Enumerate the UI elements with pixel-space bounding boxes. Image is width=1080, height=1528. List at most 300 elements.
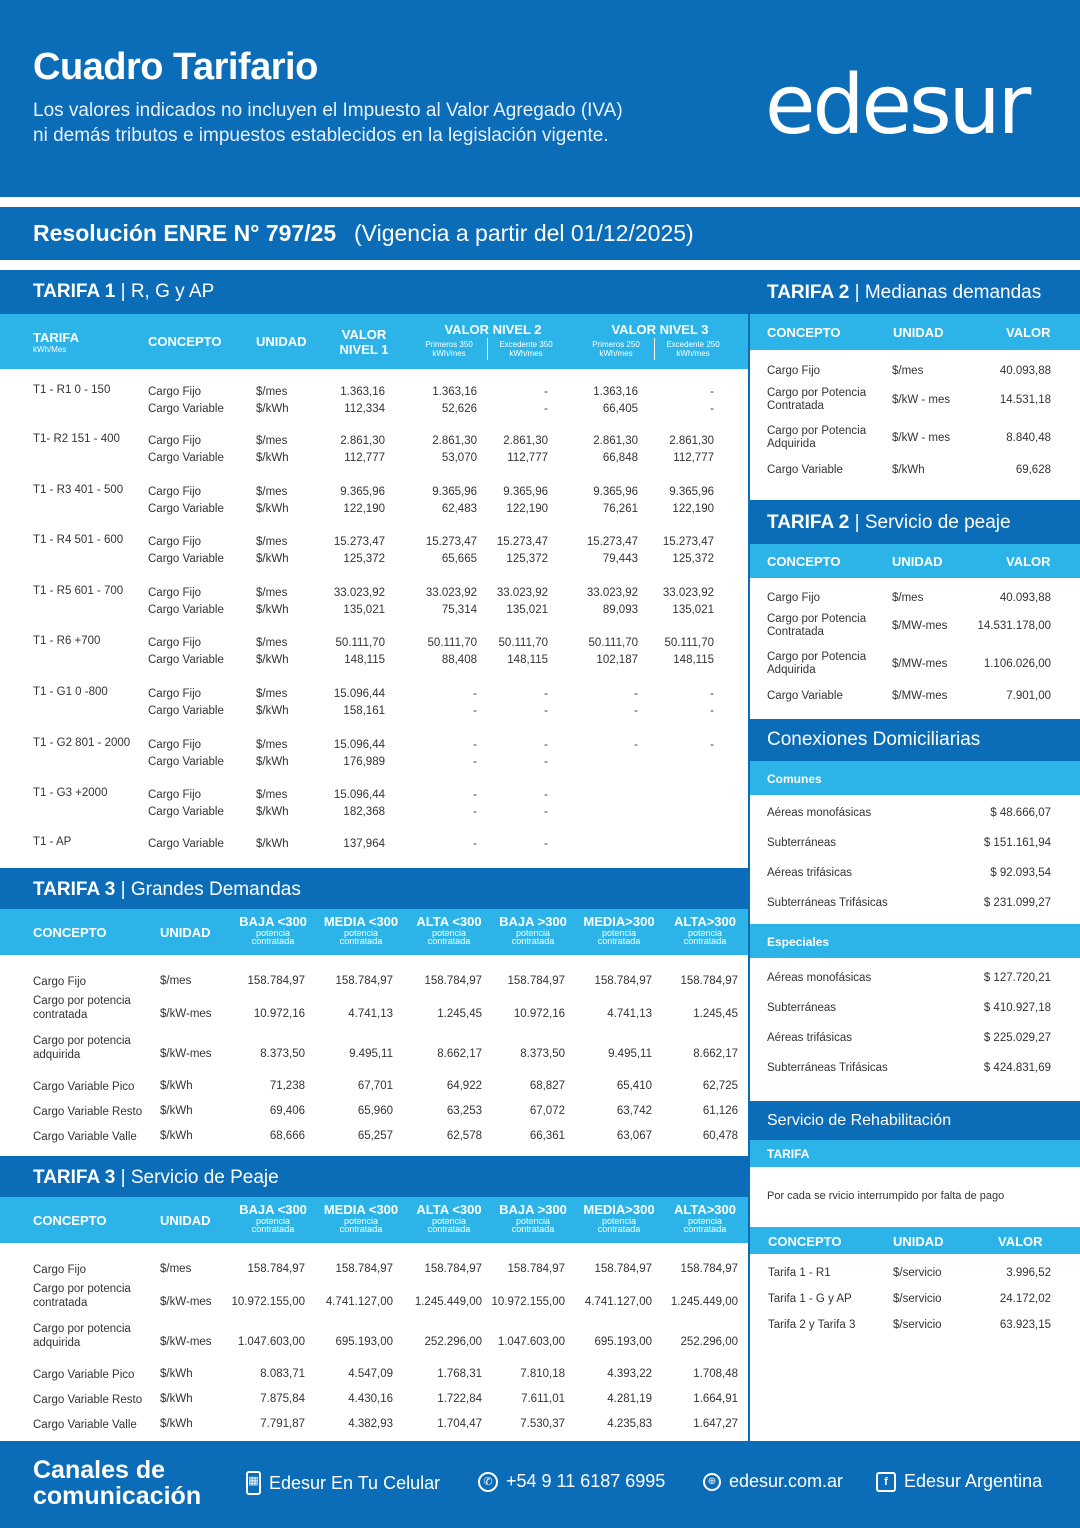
app-link[interactable] <box>246 1471 440 1495</box>
cell-valor: 1.704,47 <box>437 1418 482 1430</box>
cell-concepto: Cargo Variable <box>148 452 224 464</box>
footer-title-line-1: Canales de <box>33 1456 166 1484</box>
col-label: MEDIA>300 <box>583 914 655 929</box>
resolucion-vigencia: (Vigencia a partir del 01/12/2025) <box>354 220 694 246</box>
cell-concepto: Cargo Fijo <box>148 536 202 548</box>
cell-nivel-2-excedente: 33.023,92 <box>496 587 548 599</box>
cell-concepto: Cargo Fijo <box>33 976 87 988</box>
col-nivel-2-primeros-label: Primeros 350 kWh/mes <box>425 340 473 358</box>
tarifa-3-grandes-column-header <box>0 909 748 955</box>
cell-valor-nivel-1: 50.111,70 <box>335 637 385 649</box>
col-unidad: UNIDAD <box>256 334 307 349</box>
cell-valor: 158.784,97 <box>335 1263 393 1275</box>
cell-concepto: Cargo Variable <box>148 654 224 666</box>
especiales-label: Especiales <box>767 935 830 949</box>
cell-valor: 4.235,83 <box>607 1418 652 1430</box>
cell-unidad: $/kWh <box>256 503 289 515</box>
tarifa-2-medianas-subtitle: | Medianas demandas <box>849 282 1042 303</box>
cell-unidad: $/mes <box>256 386 288 398</box>
cell-nivel-3-excedente: 50.111,70 <box>664 637 714 649</box>
cell-valor: 14.531.178,00 <box>977 620 1051 632</box>
cell-valor: 7.875,84 <box>260 1393 305 1405</box>
cell-unidad: $/kWh <box>256 756 289 768</box>
cell-nivel-2-primeros: 53,070 <box>441 452 477 464</box>
col-valor-nivel-2: VALOR NIVEL 2 <box>444 322 542 337</box>
cell-valor: 158.784,97 <box>424 975 482 987</box>
cell-valor-nivel-1: 33.023,92 <box>333 587 385 599</box>
cell-unidad: $/kW-mes <box>160 1336 212 1348</box>
rehab-column-header <box>750 1227 1080 1254</box>
cell-valor: 4.430,16 <box>348 1393 393 1405</box>
cell-tipo: Subterráneas Trifásicas <box>767 1062 888 1074</box>
cell-valor-nivel-1: 112,334 <box>344 403 385 415</box>
cell-valor: 158.784,97 <box>507 1263 565 1275</box>
cell-concepto: Cargo Variable Pico <box>33 1369 135 1381</box>
cell-concepto: Cargo por potencia adquirida <box>33 1035 131 1061</box>
col-nivel-3-primeros-label: Primeros 250 kWh/mes <box>592 340 640 358</box>
col-sublabel: potencia contratada <box>427 928 471 946</box>
col-sublabel: potencia contratada <box>597 928 641 946</box>
tarifa-2-peaje-header <box>750 500 1080 544</box>
col-unidad: UNIDAD <box>160 1213 211 1228</box>
cell-unidad: $/servicio <box>893 1267 942 1279</box>
cell-valor-nivel-1: 112,777 <box>344 452 385 464</box>
cell-unidad: $/kWh <box>892 464 925 476</box>
cell-unidad: $/kWh <box>160 1418 193 1430</box>
cell-valor: 65,410 <box>616 1080 652 1092</box>
cell-valor: $ 92.093,54 <box>990 867 1051 879</box>
cell-unidad: $/kWh <box>256 705 289 717</box>
cell-valor: 1.245.449,00 <box>670 1296 738 1308</box>
edesur-logo: edesur <box>765 58 1029 153</box>
cell-unidad: $/mes <box>256 486 288 498</box>
cell-unidad: $/MW-mes <box>892 690 948 702</box>
cell-tipo: Aéreas monofásicas <box>767 972 872 984</box>
cell-nivel-3-excedente: 33.023,92 <box>662 587 714 599</box>
cell-nivel-2-excedente: - <box>544 739 548 751</box>
cell-concepto: Cargo Fijo <box>767 365 821 377</box>
cell-valor: 40.093,88 <box>999 592 1051 604</box>
cell-valor-nivel-1: 1.363,16 <box>340 386 385 398</box>
cell-nivel-2-primeros: - <box>473 705 477 717</box>
cell-valor: 1.708,48 <box>693 1368 738 1380</box>
tarifa-label: T1 - G1 0 -800 <box>33 686 108 698</box>
cell-valor: 69,628 <box>1015 464 1051 476</box>
cell-concepto: Cargo Variable <box>148 403 224 415</box>
cell-nivel-2-excedente: 135,021 <box>506 604 548 616</box>
tarifa-3-grandes-subtitle: | Grandes Demandas <box>115 879 301 900</box>
cell-concepto: Cargo por potencia adquirida <box>33 1323 131 1349</box>
cell-valor: $ 424.831,69 <box>983 1062 1051 1074</box>
cell-valor: 8.840,48 <box>1006 432 1051 444</box>
cell-valor-nivel-1: 15.096,44 <box>333 739 385 751</box>
col-label: ALTA>300 <box>673 1202 736 1217</box>
cell-concepto: Cargo Variable Valle <box>33 1131 137 1143</box>
cell-nivel-2-primeros: 75,314 <box>441 604 477 616</box>
cell-unidad: $/kWh <box>160 1130 193 1142</box>
col-concepto: CONCEPTO <box>768 1234 842 1249</box>
cell-valor-nivel-1: 15.273,47 <box>333 536 385 548</box>
tarifa-label: T1 - R6 +700 <box>33 635 101 647</box>
cell-nivel-2-excedente: 112,777 <box>507 452 548 464</box>
cell-valor: 4.741.127,00 <box>584 1296 652 1308</box>
cell-unidad: $/mes <box>256 789 288 801</box>
cell-concepto: Cargo Variable <box>148 705 224 717</box>
tarifa-3-peaje-title: TARIFA 3 <box>33 1167 116 1188</box>
col-sublabel: potencia contratada <box>339 928 383 946</box>
cell-valor: 62,578 <box>446 1130 482 1142</box>
divider <box>0 197 1080 207</box>
cell-concepto: Cargo Fijo <box>33 1264 87 1276</box>
cell-unidad: $/kWh <box>256 403 289 415</box>
cell-nivel-3-primeros: 33.023,92 <box>586 587 638 599</box>
web-link[interactable] <box>703 1471 843 1492</box>
cell-concepto: Cargo Variable <box>148 838 224 850</box>
footer-title-line-2: comunicación <box>33 1482 202 1510</box>
divider <box>0 260 1080 270</box>
col-baja-300 <box>228 915 318 945</box>
col-label: ALTA <300 <box>416 914 482 929</box>
cell-valor: 1.106.026,00 <box>983 658 1051 670</box>
col-label: BAJA <300 <box>239 1202 307 1217</box>
cell-unidad: $/MW-mes <box>892 658 948 670</box>
cell-valor-nivel-1: 135,021 <box>343 604 385 616</box>
col-sublabel: potencia contratada <box>597 1216 641 1234</box>
cell-valor: $ 225.029,27 <box>983 1032 1051 1044</box>
cell-nivel-2-excedente: 125,372 <box>506 553 548 565</box>
cell-nivel-2-primeros: 50.111,70 <box>427 637 477 649</box>
cell-valor: 8.083,71 <box>260 1368 305 1380</box>
cell-tipo: Aéreas monofásicas <box>767 807 872 819</box>
cell-nivel-2-primeros: - <box>473 756 477 768</box>
col-sublabel: potencia contratada <box>251 1216 295 1234</box>
cell-concepto: Cargo Variable Resto <box>33 1106 143 1118</box>
cell-nivel-2-excedente: 9.365,96 <box>503 486 548 498</box>
col-label: ALTA>300 <box>673 914 736 929</box>
col-nivel-3-excedente-label: Excedente 250 kWh/mes <box>666 340 720 358</box>
cell-nivel-3-primeros: 79,443 <box>602 553 638 565</box>
col-media-300 <box>316 1203 406 1233</box>
tarifa-label: T1 - R1 0 - 150 <box>33 384 111 396</box>
mobile-phone-icon: ▦ <box>246 1471 261 1495</box>
col-unidad: UNIDAD <box>892 554 943 569</box>
cell-valor: 63.923,15 <box>999 1319 1051 1331</box>
cell-nivel-3-excedente: - <box>710 688 714 700</box>
col-concepto: CONCEPTO <box>33 925 107 940</box>
cell-nivel-2-primeros: - <box>473 739 477 751</box>
cell-unidad: $/mes <box>892 365 924 377</box>
cell-nivel-3-excedente: - <box>710 705 714 717</box>
cell-concepto: Cargo Variable <box>148 604 224 616</box>
cell-unidad: $/kWh <box>256 553 289 565</box>
cell-concepto: Cargo Variable Valle <box>33 1419 137 1431</box>
cell-concepto: Cargo Variable <box>148 806 224 818</box>
cell-nivel-3-primeros: 15.273,47 <box>586 536 638 548</box>
cell-valor-nivel-1: 2.861,30 <box>340 435 385 447</box>
col-sublabel: potencia contratada <box>511 1216 555 1234</box>
comunes-header <box>750 761 1080 795</box>
cell-nivel-3-excedente: 122,190 <box>672 503 714 515</box>
col-label: MEDIA <300 <box>323 1202 399 1217</box>
cell-valor: 7.901,00 <box>1006 690 1051 702</box>
facebook-link-label: Edesur Argentina <box>904 1471 1043 1491</box>
col-label: MEDIA>300 <box>583 1202 655 1217</box>
cell-unidad: $/servicio <box>893 1293 942 1305</box>
cell-valor: 71,238 <box>269 1080 305 1092</box>
cell-concepto: Cargo por Potencia Adquirida <box>767 651 867 676</box>
tarifa-2-peaje-column-header <box>750 544 1080 578</box>
subtitle-line-1: Los valores indicados no incluyen el Impuesto al Valor Agregado (IVA) <box>33 100 623 121</box>
cell-unidad: $/MW-mes <box>892 620 948 632</box>
rehab-tarifa-header <box>750 1140 1080 1167</box>
cell-nivel-2-primeros: 2.861,30 <box>432 435 477 447</box>
cell-concepto: Cargo Variable Resto <box>33 1394 143 1406</box>
cell-valor: 1.245,45 <box>693 1008 738 1020</box>
cell-nivel-3-excedente: 125,372 <box>672 553 714 565</box>
cell-valor: 4.382,93 <box>348 1418 393 1430</box>
tarifa-2-peaje-title: TARIFA 2 <box>767 512 850 533</box>
col-media-300 <box>316 915 406 945</box>
cell-valor-nivel-1: 15.096,44 <box>333 789 385 801</box>
cell-valor-nivel-1: 176,989 <box>343 756 385 768</box>
cell-concepto: Cargo Fijo <box>148 386 202 398</box>
cell-nivel-2-excedente: - <box>544 705 548 717</box>
tarifa-1-title: TARIFA 1 <box>33 281 116 302</box>
cell-concepto: Cargo por Potencia Contratada <box>767 613 867 638</box>
cell-nivel-2-primeros: 15.273,47 <box>425 536 477 548</box>
cell-nivel-2-excedente: - <box>544 838 548 850</box>
cell-valor: 1.647,27 <box>693 1418 738 1430</box>
cell-valor: $ 127.720,21 <box>983 972 1051 984</box>
resolucion-name: Resolución ENRE N° 797/25 <box>33 220 337 246</box>
cell-unidad: $/kWh <box>256 654 289 666</box>
cell-valor: 63,067 <box>616 1130 652 1142</box>
col-alta-300 <box>404 915 494 945</box>
col-sublabel: potencia contratada <box>683 1216 727 1234</box>
cell-valor: 8.662,17 <box>693 1048 738 1060</box>
tarifa-label: T1 - AP <box>33 836 72 848</box>
col-separator <box>654 338 655 360</box>
cell-valor: 10.972,16 <box>253 1008 305 1020</box>
cell-nivel-3-primeros: 89,093 <box>602 604 638 616</box>
col-media-300 <box>574 1203 664 1233</box>
cell-valor: 68,666 <box>269 1130 305 1142</box>
col-label: MEDIA <300 <box>323 914 399 929</box>
cell-unidad: $/kW-mes <box>160 1008 212 1020</box>
tarifa-2-medianas-column-header <box>750 314 1080 350</box>
cell-valor: 695.193,00 <box>594 1336 652 1348</box>
col-baja-300 <box>488 1203 578 1233</box>
cell-valor: 8.373,50 <box>520 1048 565 1060</box>
cell-unidad: $/kW-mes <box>160 1296 212 1308</box>
cell-concepto: Cargo Variable <box>148 503 224 515</box>
cell-concepto: Tarifa 1 - G y AP <box>768 1293 852 1305</box>
cell-nivel-2-excedente: 15.273,47 <box>496 536 548 548</box>
cell-nivel-2-excedente: 148,115 <box>507 654 548 666</box>
cell-unidad: $/mes <box>256 739 288 751</box>
cell-valor: 63,253 <box>446 1105 482 1117</box>
cell-nivel-3-primeros: 9.365,96 <box>593 486 638 498</box>
cell-valor: 4.281,19 <box>607 1393 652 1405</box>
tarifa-label: T1 - R4 501 - 600 <box>33 534 124 546</box>
cell-valor-nivel-1: 137,964 <box>343 838 385 850</box>
col-baja-300 <box>488 915 578 945</box>
cell-concepto: Cargo Fijo <box>148 637 202 649</box>
rehab-tarifa-label: TARIFA <box>767 1147 810 1161</box>
col-sublabel: potencia contratada <box>427 1216 471 1234</box>
cell-nivel-2-primeros: 88,408 <box>441 654 477 666</box>
cell-nivel-2-primeros: - <box>473 789 477 801</box>
cell-concepto: Cargo por potencia contratada <box>33 1283 131 1309</box>
cell-nivel-3-primeros: 66,848 <box>602 452 638 464</box>
cell-unidad: $/kW-mes <box>160 1048 212 1060</box>
tarifa-1-column-header <box>0 314 748 369</box>
cell-valor: 158.784,97 <box>335 975 393 987</box>
cell-valor: 158.784,97 <box>680 975 738 987</box>
tarifa-3-grandes-panel <box>0 868 748 1156</box>
cell-nivel-2-primeros: 62,483 <box>441 503 477 515</box>
cell-valor: 9.495,11 <box>349 1048 393 1060</box>
conexiones-header: Conexiones Domiciliarias <box>750 719 1080 761</box>
cell-valor: 158.784,97 <box>680 1263 738 1275</box>
whatsapp-link[interactable] <box>478 1471 665 1492</box>
globe-icon: ⊕ <box>703 1473 721 1491</box>
cell-valor: 252.296,00 <box>680 1336 738 1348</box>
cell-nivel-3-primeros: 50.111,70 <box>588 637 638 649</box>
cell-valor: 158.784,97 <box>594 975 652 987</box>
cell-unidad: $/mes <box>256 536 288 548</box>
cell-valor: 7.530,37 <box>520 1418 565 1430</box>
cell-concepto: Cargo Fijo <box>148 587 202 599</box>
tarifa-label: T1- R2 151 - 400 <box>33 433 120 445</box>
cell-nivel-3-excedente: - <box>710 403 714 415</box>
col-valor: VALOR <box>1006 325 1051 340</box>
cell-valor-nivel-1: 148,115 <box>344 654 385 666</box>
cell-nivel-3-primeros: 66,405 <box>602 403 638 415</box>
cell-valor: 65,960 <box>357 1105 393 1117</box>
cell-nivel-3-primeros: 2.861,30 <box>593 435 638 447</box>
cell-nivel-3-excedente: 148,115 <box>673 654 714 666</box>
col-tarifa-sub: kWh/Mes <box>33 345 67 354</box>
cell-concepto: Cargo Variable <box>148 553 224 565</box>
col-label: BAJA >300 <box>499 914 567 929</box>
header <box>0 0 1080 197</box>
page-title: Cuadro Tarifario <box>33 46 318 88</box>
cell-nivel-2-primeros: 9.365,96 <box>432 486 477 498</box>
cell-nivel-2-excedente: - <box>544 756 548 768</box>
col-nivel-2-primeros <box>418 340 480 358</box>
cell-unidad: $/mes <box>892 592 924 604</box>
col-tarifa <box>33 330 79 354</box>
facebook-icon: f <box>876 1472 896 1492</box>
whatsapp-link-label: +54 9 11 6187 6995 <box>506 1471 666 1491</box>
col-label: ALTA <300 <box>416 1202 482 1217</box>
cell-valor: 1.047.603,00 <box>237 1336 305 1348</box>
cell-valor: 4.741,13 <box>348 1008 393 1020</box>
cell-nivel-3-primeros: 102,187 <box>596 654 638 666</box>
cell-nivel-2-excedente: - <box>544 789 548 801</box>
cell-nivel-3-primeros: 76,261 <box>602 503 638 515</box>
cell-nivel-3-excedente: 9.365,96 <box>669 486 714 498</box>
cell-nivel-2-excedente: 2.861,30 <box>503 435 548 447</box>
cell-nivel-3-excedente: 2.861,30 <box>669 435 714 447</box>
cell-valor: 1.245,45 <box>437 1008 482 1020</box>
tarifa-label: T1 - R3 401 - 500 <box>33 484 124 496</box>
page-subtitle <box>33 98 733 148</box>
cell-valor: 68,827 <box>529 1080 565 1092</box>
cell-valor: $ 151.161,94 <box>983 837 1051 849</box>
col-valor-nivel-3: VALOR NIVEL 3 <box>611 322 709 337</box>
cell-valor-nivel-1: 158,161 <box>343 705 385 717</box>
cell-concepto: Cargo Fijo <box>148 688 202 700</box>
cell-valor: 252.296,00 <box>424 1336 482 1348</box>
cell-unidad: $/kWh <box>160 1105 193 1117</box>
cell-unidad: $/kW - mes <box>892 394 951 406</box>
cell-nivel-2-excedente: - <box>544 403 548 415</box>
app-link-label: Edesur En Tu Celular <box>269 1472 441 1493</box>
cell-valor: 66,361 <box>529 1130 565 1142</box>
col-concepto: CONCEPTO <box>33 1213 107 1228</box>
cell-valor-nivel-1: 15.096,44 <box>333 688 385 700</box>
cell-tipo: Aéreas trifásicas <box>767 867 853 879</box>
right-panel <box>750 270 1080 1441</box>
col-unidad: UNIDAD <box>160 925 211 940</box>
cell-valor: 1.664,91 <box>693 1393 738 1405</box>
cell-valor: $ 231.099,27 <box>983 897 1051 909</box>
col-alta-300 <box>404 1203 494 1233</box>
tarifa-1-panel <box>0 270 748 868</box>
tarifa-2-medianas-header <box>750 270 1080 314</box>
facebook-link[interactable] <box>876 1471 1042 1492</box>
cell-valor: 10.972,16 <box>513 1008 565 1020</box>
cell-nivel-2-excedente: - <box>544 386 548 398</box>
cell-nivel-2-primeros: 65,665 <box>441 553 477 565</box>
cell-nivel-3-excedente: - <box>710 386 714 398</box>
cell-nivel-3-excedente: 112,777 <box>673 452 714 464</box>
cell-valor: 8.662,17 <box>437 1048 482 1060</box>
tarifa-1-header <box>0 270 748 314</box>
cell-valor: 3.996,52 <box>1006 1267 1051 1279</box>
cell-valor: 4.393,22 <box>607 1368 652 1380</box>
especiales-header <box>750 924 1080 958</box>
cell-valor: 695.193,00 <box>335 1336 393 1348</box>
cell-valor: 63,742 <box>616 1105 652 1117</box>
cell-unidad: $/mes <box>256 637 288 649</box>
tarifa-3-peaje-header <box>0 1156 748 1197</box>
col-valor: VALOR <box>1006 554 1051 569</box>
cell-nivel-2-excedente: - <box>544 806 548 818</box>
col-separator <box>487 338 488 360</box>
cell-valor: 1.047.603,00 <box>497 1336 565 1348</box>
cell-unidad: $/mes <box>256 435 288 447</box>
cell-concepto: Cargo Fijo <box>148 789 202 801</box>
col-nivel-2-excedente <box>495 340 557 358</box>
rehabilitacion-header: Servicio de Rehabilitación <box>750 1101 1080 1140</box>
col-unidad: UNIDAD <box>893 325 944 340</box>
cell-valor: $ 48.666,07 <box>990 807 1051 819</box>
col-sublabel: potencia contratada <box>683 928 727 946</box>
cell-valor: 8.373,50 <box>260 1048 305 1060</box>
cell-valor-nivel-1: 125,372 <box>343 553 385 565</box>
cell-tipo: Subterráneas <box>767 1002 837 1014</box>
cell-nivel-3-primeros: - <box>634 705 638 717</box>
col-unidad: UNIDAD <box>893 1234 944 1249</box>
cell-nivel-3-excedente: 135,021 <box>672 604 714 616</box>
cell-unidad: $/kWh <box>256 806 289 818</box>
col-label: BAJA >300 <box>499 1202 567 1217</box>
subtitle-line-2: ni demás tributos e impuestos establecidos en la legislación vigente. <box>33 125 609 146</box>
cell-unidad: $/kWh <box>256 838 289 850</box>
